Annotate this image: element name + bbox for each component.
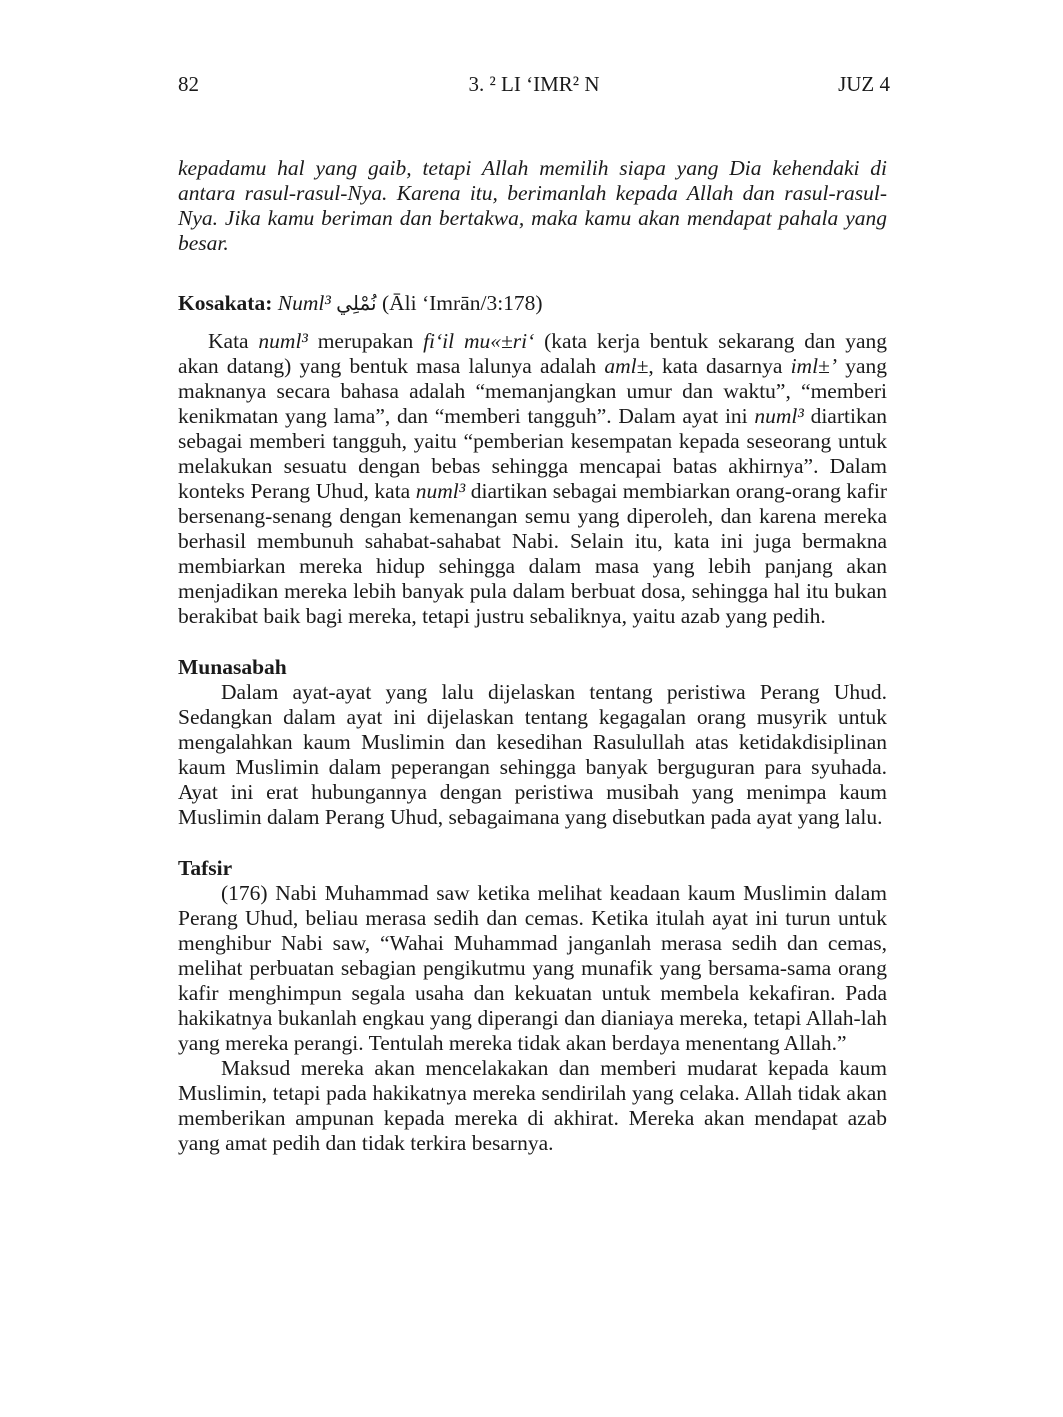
page-number: 82	[178, 72, 199, 96]
tafsir-paragraph-1: (176) Nabi Muhammad saw ketika melihat keadaan kaum Muslimin dalam Perang Uhud, beliau merasa sedih dan cemas. Ketika itulah ayat ini turun untuk menghibur Nabi saw, “Wahai Muhammad janganlah merasa sedih dan cemas, melihat perbuatan sebagian pengikutmu yang munafik yang bersama-sama orang kafir menghimpun segala usaha dan kekuatan untuk membela kekafiran. Pada hakikatnya bukanlah engkau yang diperangi dan dianiaya mereka, tetapi Allah-lah yang mereka perangi. Tentulah mereka tidak akan berdaya menentang Allah.”	[178, 881, 887, 1055]
kosakata-term: Numl³	[277, 291, 331, 315]
tafsir-heading: Tafsir	[178, 856, 233, 880]
chapter-title: 3. ² LI ‘IMR² N	[468, 72, 600, 96]
kosakata-paragraph: Kata numl³ merupakan fi‘il mu«±ri‘ (kata kerja bentuk sekarang dan yang akan datang) yang bentuk masa lalunya adalah aml±, kata dasarnya iml±’ yang maknanya secara bahasa adalah “memanjangkan umur dan waktu”, “memberi kenikmatan yang lama”, dan “memberi tangguh”. Dalam ayat ini numl³ diartikan sebagai memberi tangguh, yaitu “pemberian kesempatan kepada seseorang untuk melakukan sesuatu dengan bebas sehingga mencapai batas akhirnya”. Dalam konteks Perang Uhud, kata numl³ diartikan sebagai membiarkan orang-orang kafir bersenang-senang dengan kemenangan semu yang diperoleh, dan karena mereka berhasil membunuh sahabat-sahabat Nabi. Selain itu, kata ini juga bermakna membiarkan mereka hidup sehingga dalam masa yang lebih panjang akan menjadikan mereka lebih banyak pula dalam berbuat dosa, sehingga hal itu bukan berakibat baik bagi mereka, tetapi justru sebaliknya, yaitu azab yang pedih.	[178, 329, 888, 628]
kosakata-ref: (Āli ‘Imrān/3:178)	[381, 291, 543, 315]
tafsir-paragraph-2: Maksud mereka akan mencelakakan dan memberi mudarat kepada kaum Muslimin, tetapi pada hakikatnya mereka sendirilah yang celaka. Allah tidak akan memberikan ampunan kepada mereka di akhirat. Mereka akan mendapat azab yang amat pedih dan tidak terkira besarnya.	[178, 1056, 887, 1155]
running-header	[178, 72, 890, 102]
munasabah-heading: Munasabah	[178, 655, 287, 679]
juz-label: JUZ 4	[838, 72, 890, 96]
kosakata-arabic: نُمْلِي	[336, 291, 377, 315]
kosakata-label: Kosakata:	[178, 291, 273, 315]
verse-translation: kepadamu hal yang gaib, tetapi Allah memilih siapa yang Dia kehendaki di antara rasul-rasul-Nya. Karena itu, berimanlah kepada Allah dan rasul-rasul-Nya. Jika kamu beriman dan bertakwa, maka kamu akan mendapat pahala yang besar.	[178, 156, 887, 255]
kosakata-heading	[178, 291, 887, 316]
munasabah-paragraph: Dalam ayat-ayat yang lalu dijelaskan tentang peristiwa Perang Uhud. Sedangkan dalam ayat ini dijelaskan tentang kegagalan orang musyrik untuk mengalahkan kaum Muslimin dan kesedihan Rasulullah atas ketidakdisiplinan kaum Muslimin dalam peperangan sehingga banyak berguguran para syuhada. Ayat ini erat hubungannya dengan peristiwa musibah yang menimpa kaum Muslimin dalam Perang Uhud, sebagaimana yang disebutkan pada ayat yang lalu.	[178, 680, 887, 829]
page-body	[178, 156, 887, 1156]
